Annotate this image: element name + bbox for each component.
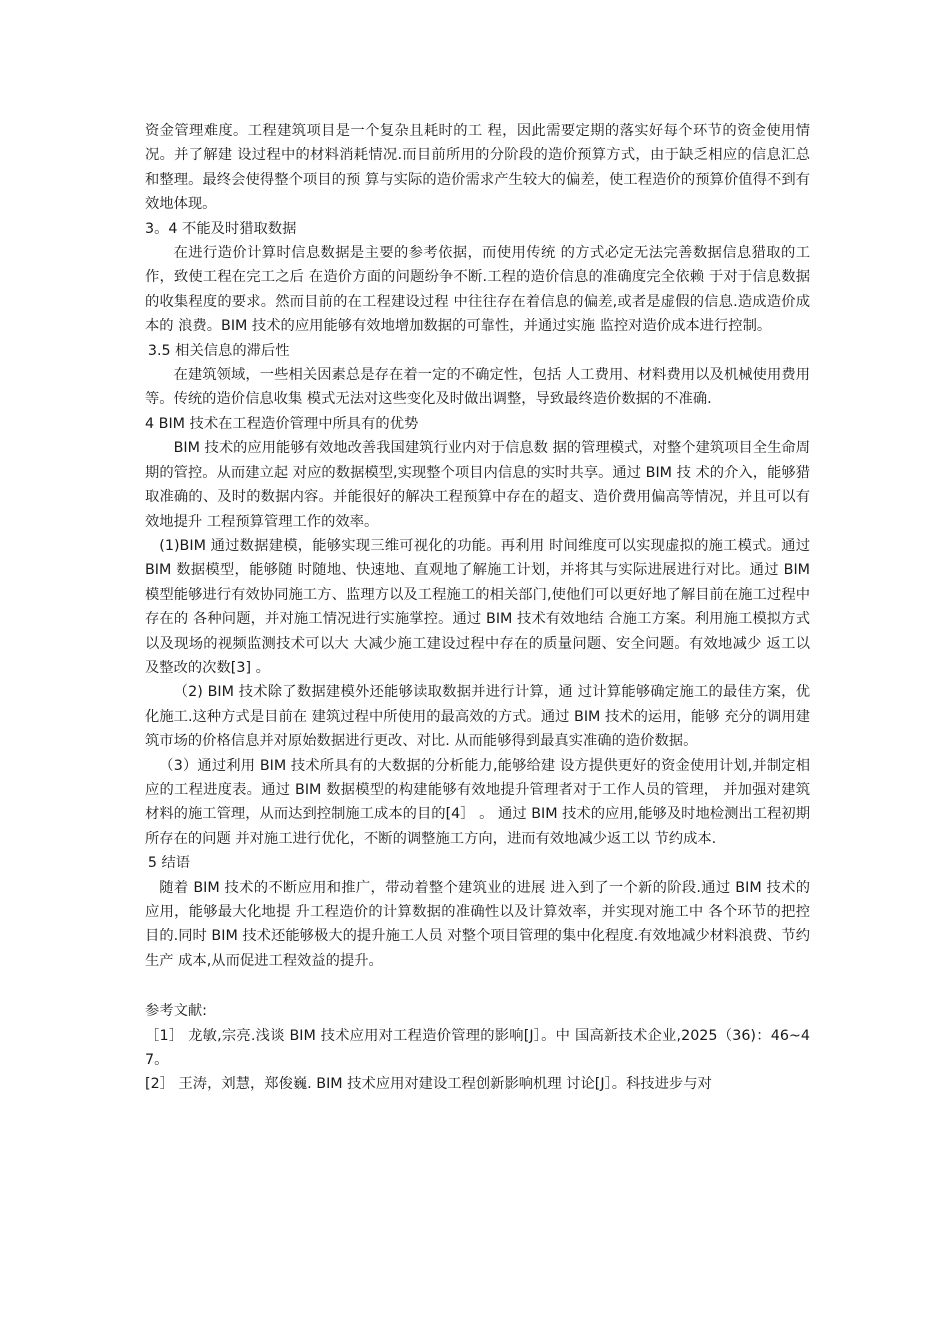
section-heading-5: 5 结语 (147, 855, 191, 872)
paragraph-point-2: （2) BIM 技术除了数据建模外还能够读取数据并进行计算，通 过计算能够确定施工的最佳方案，优化施工.这种方式是目前在 建筑过程中所使用的最高效的方式。通过 BIM 技术的运用，能够 充分的调用建筑市场的价格信息并对原始数据进行更改、对比. 从而能够得到最真实准确的造价数据。 (145, 684, 810, 750)
references-heading: 参考文献: (145, 1003, 208, 1020)
section-heading-3-4: 3。4 不能及时猎取数据 (145, 220, 297, 237)
paragraph-fund-management: 资金管理难度。工程建筑项目是一个复杂且耗时的工 程，因此需要定期的落实好每个环节的资金使用情况。并了解建 设过程中的材料消耗情况.而目前所用的分阶段的造价预算方式，由于缺乏相应的信息汇总和整理。最终会使得整个项目的预 算与实际的造价需求产生较大的偏差，使工程造价的预算价值得不到有效地体现。 (145, 123, 810, 213)
section-heading-4: 4 BIM 技术在工程造价管理中所具有的优势 (145, 415, 419, 432)
section-heading-3-5: 3.5 相关信息的滞后性 (147, 342, 290, 359)
paragraph-conclusion: 随着 BIM 技术的不断应用和推广，带动着整个建筑业的进展 进入到了一个新的阶段.通过 BIM 技术的应用，能够最大化地提 升工程造价的计算数据的准确性以及计算效率，并实现对施工中 各个环节的把控目的.同时 BIM 技术还能够极大的提升施工人员 对整个项目管理的集中化程度.有效地减少材料浪费、节约生产 成本,从而促进工程效益的提升。 (145, 879, 810, 969)
paragraph-point-3: （3）通过利用 BIM 技术所具有的大数据的分析能力,能够给建 设方提供更好的资金使用计划,并制定相应的工程进度表。通过 BIM 数据模型的构建能够有效地提升管理者对于工作人员的管理， 并加强对建筑材料的施工管理，从而达到控制施工成本的目的[4］ 。 通过 BIM 技术的应用,能够及时地检测出工程初期所存在的问题 并对施工进行优化，不断的调整施工方向，进而有效地减少返工以 节约成本. (145, 757, 810, 847)
reference-item-2: [2］ 王涛，刘慧，郑俊巍. BIM 技术应用对建设工程创新影响机理 讨论[J］。科技进步与对 (145, 1076, 712, 1093)
paragraph-point-1: (1)BIM 通过数据建模，能够实现三维可视化的功能。再利用 时间维度可以实现虚拟的施工模式。通过 BIM 数据模型，能够随 时随地、快速地、直观地了解施工计划，并将其与实际进展进行对比。通过 BIM 模型能够进行有效协同施工方、监理方以及工程施工的相关部门,使他们可以更好地了解目前在施工过程中存在的 各种问题，并对施工情况进行实施掌控。通过 BIM 技术有效地结 合施工方案。利用施工模拟方式以及现场的视频监测技术可以大 大减少施工建设过程中存在的质量问题、安全问题。有效地减少 返工以及整改的次数[3] 。 (145, 537, 810, 676)
blank-line (145, 973, 810, 999)
paragraph-data-acquisition: 在进行造价计算时信息数据是主要的参考依据，而使用传统 的方式必定无法完善数据信息猎取的工作，致使工程在完工之后 在造价方面的问题纷争不断.工程的造价信息的准确度完全依赖 于对于信息数据的收集程度的要求。然而目前的在工程建设过程 中往往存在着信息的偏差,或者是虚假的信息.造成造价成本的 浪费。BIM 技术的应用能够有效地增加数据的可靠性，并通过实施 监控对造价成本进行控制。 (145, 245, 810, 335)
paragraph-bim-advantages: BIM 技术的应用能够有效地改善我国建筑行业内对于信息数 据的管理模式，对整个建筑项目全生命周期的管控。从而建立起 对应的数据模型,实现整个项目内信息的实时共享。通过 BIM 技 术的介入，能够猎取准确的、及时的数据内容。并能很好的解决工程预算中存在的超支、造价费用偏高等情况，并且可以有效地提升 工程预算管理工作的效率。 (145, 440, 810, 530)
paragraph-information-lag: 在建筑领域，一些相关因素总是存在着一定的不确定性，包括 人工费用、材料费用以及机械使用费用等。传统的造价信息收集 模式无法对这些变化及时做出调整，导致最终造价数据的不准确. (145, 367, 810, 408)
document-body (145, 119, 810, 1097)
reference-item-1: ［1］ 龙敏,宗亮.浅谈 BIM 技术应用对工程造价管理的影响[J］。中 国高新技术企业,2025（36)：46~47。 (145, 1027, 810, 1069)
